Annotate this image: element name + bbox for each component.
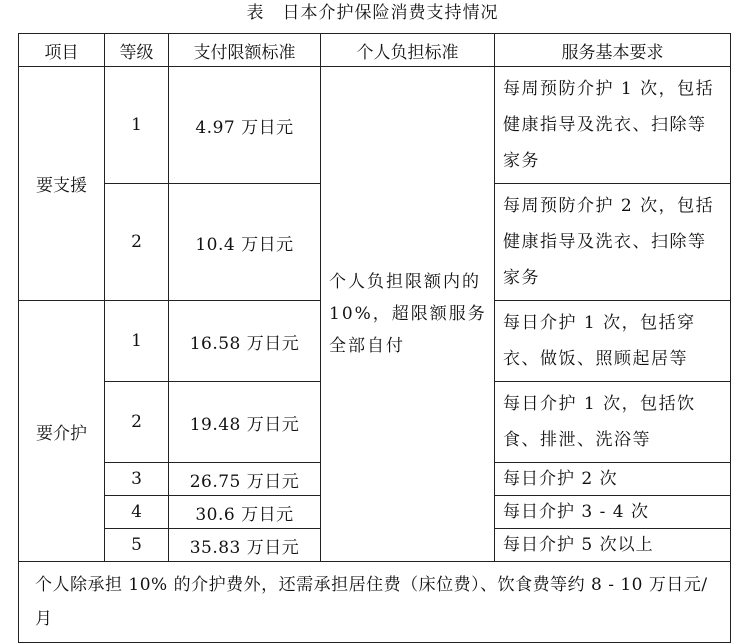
service-cell: 每周预防介护 1 次，包括健康指导及洗衣、扫除等家务 (495, 67, 731, 184)
service-cell: 每日介护 3 - 4 次 (495, 496, 731, 529)
table-row (19, 67, 731, 184)
footnote: 个人除承担 10% 的介护费外，还需承担居住费（床位费）、饮食费等约 8 - 10 万日元/月 (19, 562, 731, 643)
level-cell: 4 (105, 496, 169, 529)
level-cell: 5 (105, 529, 169, 562)
category-support: 要支援 (19, 67, 105, 301)
limit-cell: 30.6 万日元 (169, 496, 321, 529)
level-cell: 3 (105, 463, 169, 496)
header-payment-limit: 支付限额标准 (169, 34, 321, 67)
header-item: 项目 (19, 34, 105, 67)
service-cell: 每日介护 1 次，包括穿衣、做饭、照顾起居等 (495, 301, 731, 382)
category-care: 要介护 (19, 301, 105, 562)
service-cell: 每日介护 2 次 (495, 463, 731, 496)
limit-cell: 10.4 万日元 (169, 184, 321, 301)
limit-cell: 35.83 万日元 (169, 529, 321, 562)
level-cell: 1 (105, 67, 169, 184)
level-cell: 1 (105, 301, 169, 382)
level-cell: 2 (105, 382, 169, 463)
service-cell: 每日介护 5 次以上 (495, 529, 731, 562)
header-level: 等级 (105, 34, 169, 67)
limit-cell: 16.58 万日元 (169, 301, 321, 382)
header-row (19, 34, 731, 67)
table-title: 表 日本介护保险消费支持情况 (246, 3, 499, 23)
limit-cell: 19.48 万日元 (169, 382, 321, 463)
level-cell: 2 (105, 184, 169, 301)
header-service-requirement: 服务基本要求 (495, 34, 731, 67)
limit-cell: 26.75 万日元 (169, 463, 321, 496)
personal-burden-cell: 个人负担限额内的 10%，超限额服务全部自付 (321, 67, 495, 562)
limit-cell: 4.97 万日元 (169, 67, 321, 184)
care-insurance-table (18, 33, 731, 643)
footnote-row (19, 562, 731, 643)
header-personal-burden: 个人负担标准 (321, 34, 495, 67)
service-cell: 每周预防介护 2 次，包括健康指导及洗衣、扫除等家务 (495, 184, 731, 301)
service-cell: 每日介护 1 次，包括饮食、排泄、洗浴等 (495, 382, 731, 463)
